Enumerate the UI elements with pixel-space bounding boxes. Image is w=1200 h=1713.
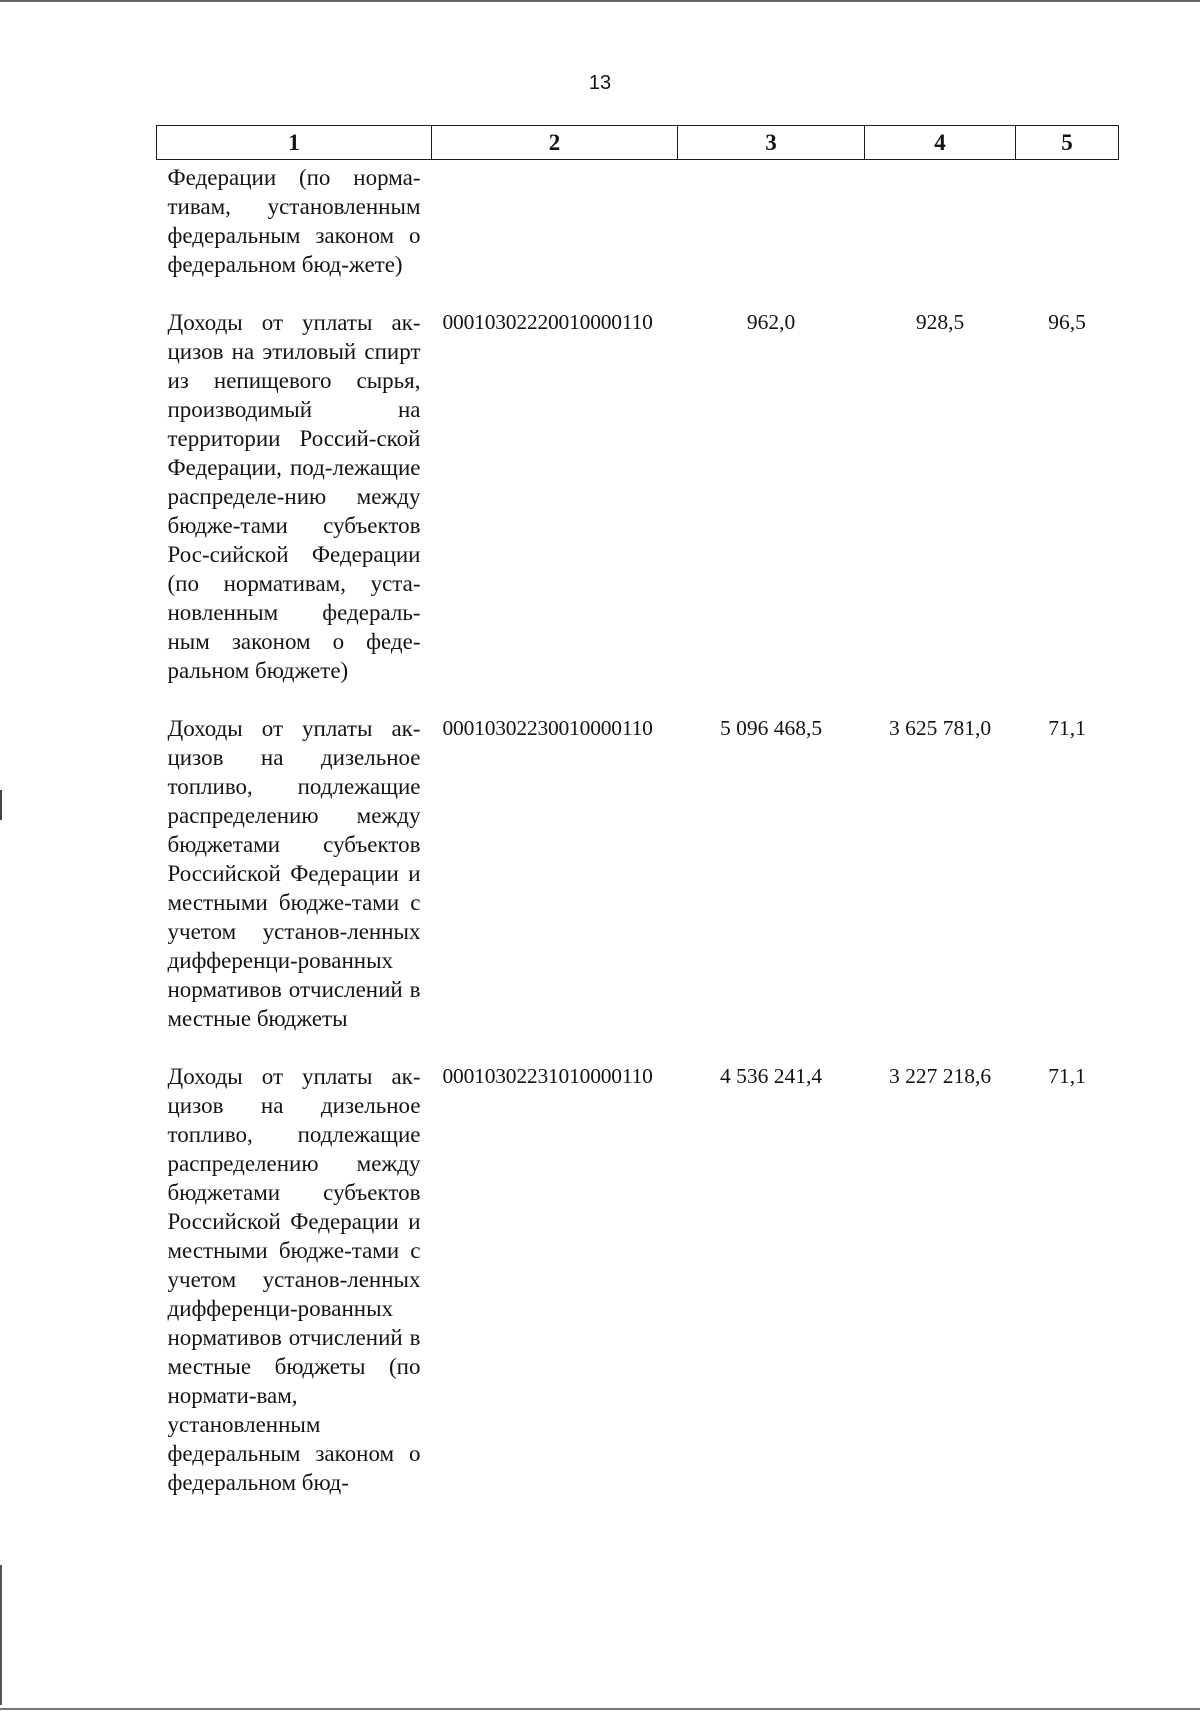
header-col-2: 2 — [432, 126, 678, 160]
table-row — [157, 305, 1119, 711]
table-row — [157, 711, 1119, 1059]
header-col-3: 3 — [678, 126, 865, 160]
header-col-4: 4 — [865, 126, 1016, 160]
table-row — [157, 1059, 1119, 1523]
row-code: 00010302220010000110 — [442, 310, 653, 334]
row-col3-value: 4 536 241,4 — [719, 1064, 823, 1088]
row-col4-value — [865, 160, 1016, 306]
row-description: Доходы от уплаты ак-цизов на дизельное топливо, подлежащие распределению между бюджетами субъектов Российской Федерации и местными бюдже-тами с учетом установ-ленных дифференци-рованных нормативов отчислений в местные бюджеты — [167, 716, 421, 1031]
row-description: Федерации (по норма-тивам, установленным федеральным законом о федеральном бюд-жете) — [167, 165, 421, 277]
row-code: 00010302230010000110 — [442, 716, 653, 740]
row-code: 00010302231010000110 — [442, 1064, 653, 1088]
table-row — [157, 160, 1119, 306]
row-description: Доходы от уплаты ак-цизов на дизельное топливо, подлежащие распределению между бюджетами субъектов Российской Федерации и местными бюдже-тами с учетом установ-ленных дифференци-рованных нормативов отчислений в местные бюджеты (по нормати-вам, установленным федеральным законом о федеральном бюд- — [167, 1064, 421, 1495]
row-description: Доходы от уплаты ак-цизов на этиловый спирт из непищевого сырья, производимый на территории Россий-ской Федерации, под-лежащие распределе-нию между бюдже-тами субъектов Рос-сийской Федерации (по нормативам, уста-новленным федераль-ным законом о феде-ральном бюджете) — [167, 310, 421, 683]
row-code — [432, 160, 678, 306]
scan-top-edge — [0, 0, 1200, 2]
row-col5-value: 96,5 — [1048, 310, 1086, 334]
header-col-1: 1 — [157, 126, 432, 160]
revenue-table — [156, 125, 1118, 1523]
table-body — [157, 160, 1119, 1524]
row-col3-value — [678, 160, 865, 306]
row-col4-value: 928,5 — [915, 310, 965, 334]
scan-left-mark-lower — [0, 1565, 2, 1705]
row-col5-value: 71,1 — [1048, 716, 1086, 740]
scan-left-mark — [0, 790, 2, 820]
row-col5-value — [1016, 160, 1119, 306]
row-col3-value: 5 096 468,5 — [719, 716, 823, 740]
scan-bottom-edge — [0, 1708, 1200, 1710]
table-header — [157, 126, 1119, 160]
row-col4-value: 3 227 218,6 — [888, 1064, 992, 1088]
row-col4-value: 3 625 781,0 — [888, 716, 992, 740]
header-row — [157, 126, 1119, 160]
page-number: 13 — [588, 72, 612, 94]
row-col5-value: 71,1 — [1048, 1064, 1086, 1088]
row-col3-value: 962,0 — [746, 310, 796, 334]
revenue-table-grid — [156, 125, 1119, 1523]
header-col-5: 5 — [1016, 126, 1119, 160]
